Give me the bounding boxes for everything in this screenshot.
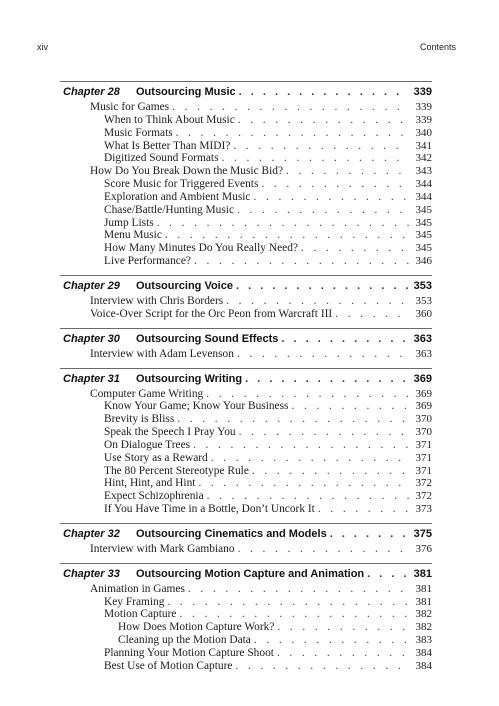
chapter-heading[interactable] (60, 372, 432, 386)
chapter-title: Outsourcing Cinematics and Models (136, 527, 327, 540)
toc-entry[interactable] (60, 608, 432, 621)
dot-leader (198, 477, 409, 490)
toc-entry-title: If You Have Time in a Bottle, Don’t Uncork It (104, 503, 315, 516)
dot-leader (233, 140, 409, 153)
toc-entry-title: Brevity is Bliss (104, 413, 175, 426)
toc-entry[interactable] (60, 178, 432, 191)
toc-entry-page-number: 341 (415, 139, 432, 152)
dot-leader (157, 217, 409, 230)
toc-entry-page-number: 371 (415, 464, 432, 477)
dot-leader (222, 152, 409, 165)
toc-entry-title: Expect Schizophrenia (104, 490, 204, 503)
chapter-heading[interactable] (60, 279, 432, 293)
dot-leader (335, 308, 409, 321)
chapter-page-number: 363 (413, 332, 432, 345)
toc-entry-title: How Many Minutes Do You Really Need? (104, 242, 298, 255)
toc-entry-page-number: 371 (415, 451, 432, 464)
dot-leader (277, 621, 409, 634)
toc-entry-title: Animation in Games (90, 582, 185, 595)
chapter-page-number: 375 (413, 527, 432, 540)
dot-leader (167, 596, 409, 609)
toc-entry-page-number: 346 (415, 255, 432, 268)
toc-entry-title: Computer Game Writing (90, 387, 204, 400)
toc-entry[interactable] (60, 229, 432, 242)
dot-leader (238, 543, 409, 556)
toc-entry[interactable] (60, 242, 432, 255)
toc-entry-page-number: 345 (415, 203, 432, 216)
dot-leader (254, 634, 409, 647)
toc-entry-title: The 80 Percent Stereotype Rule (104, 464, 249, 477)
dot-leader (261, 178, 409, 191)
toc-entry-page-number: 372 (415, 477, 432, 490)
chapter-page-number: 339 (413, 86, 432, 98)
dot-leader (236, 279, 409, 293)
chapter-section (60, 81, 432, 275)
dot-leader (239, 85, 409, 99)
toc-entry-title: Live Performance? (104, 255, 191, 268)
toc-entry[interactable] (60, 400, 432, 413)
toc-entry-title: Digitized Sound Formats (104, 152, 219, 165)
toc-entry[interactable] (60, 165, 432, 178)
chapter-section (60, 328, 432, 368)
toc-entry[interactable] (60, 477, 432, 490)
toc-entry[interactable] (60, 152, 432, 165)
toc-entry[interactable] (60, 426, 432, 439)
page-number: xiv (37, 42, 48, 52)
toc-entry-page-number: 372 (415, 490, 432, 503)
chapter-label: Chapter 31 (63, 372, 120, 385)
toc-entry-page-number: 360 (415, 307, 432, 320)
toc-entry[interactable] (60, 490, 432, 503)
dot-leader (235, 660, 409, 673)
dot-leader (239, 426, 409, 439)
dot-leader (252, 465, 409, 478)
toc-entry-title: Planning Your Motion Capture Shoot (104, 647, 274, 659)
toc-entry-title: Cleaning up the Motion Data (118, 634, 251, 647)
toc-entry[interactable] (60, 140, 432, 153)
toc-entry-page-number: 382 (415, 621, 432, 634)
running-title: Contents (419, 42, 456, 52)
table-of-contents (60, 81, 432, 673)
toc-entry[interactable] (60, 452, 432, 465)
chapter-title: Outsourcing Voice (136, 279, 233, 292)
toc-entry[interactable] (60, 217, 432, 230)
dot-leader (237, 348, 409, 361)
chapter-title: Outsourcing Music (136, 86, 236, 98)
toc-entry[interactable] (60, 660, 432, 673)
toc-entry-title: Hint, Hint, and Hint (104, 477, 196, 490)
dot-leader (177, 413, 409, 426)
toc-entry-title: When to Think About Music (104, 113, 235, 126)
dot-leader (172, 101, 409, 114)
toc-entry-title: Chase/Battle/Hunting Music (104, 203, 235, 216)
toc-entry-page-number: 382 (415, 608, 432, 621)
chapter-page-number: 381 (413, 567, 432, 580)
toc-entry-page-number: 345 (415, 216, 432, 229)
toc-entry[interactable] (60, 255, 432, 268)
dot-leader (253, 191, 409, 204)
toc-entry[interactable] (60, 543, 432, 556)
toc-entry-title: What Is Better Than MIDI? (104, 139, 231, 152)
toc-entry-page-number: 353 (415, 294, 432, 307)
toc-entry[interactable] (60, 348, 432, 361)
chapter-section (60, 275, 432, 328)
toc-entry[interactable] (60, 388, 432, 401)
toc-entry-page-number: 371 (415, 438, 432, 451)
chapter-heading[interactable] (60, 567, 432, 581)
toc-entry-title: Interview with Adam Levenson (90, 347, 234, 360)
toc-entry-title: Motion Capture (104, 608, 177, 621)
chapter-heading[interactable] (60, 85, 432, 99)
chapter-label: Chapter 28 (63, 86, 120, 98)
dot-leader (188, 583, 409, 596)
toc-entry[interactable] (60, 191, 432, 204)
toc-entry[interactable] (60, 114, 432, 127)
toc-entry[interactable] (60, 647, 432, 660)
toc-entry-title: Voice-Over Script for the Orc Peon from Warcraft III (90, 307, 333, 320)
dot-leader (194, 255, 409, 268)
toc-entry-title: Music Formats (104, 126, 173, 139)
dot-leader (238, 114, 409, 127)
toc-entry[interactable] (60, 204, 432, 217)
chapter-heading[interactable] (60, 527, 432, 541)
toc-entry-page-number: 381 (415, 582, 432, 595)
chapter-section (60, 368, 432, 523)
chapter-page-number: 369 (413, 372, 432, 385)
toc-entry-page-number: 381 (415, 595, 432, 608)
dot-leader (193, 439, 409, 452)
toc-entry-page-number: 370 (415, 413, 432, 426)
chapter-section (60, 563, 432, 673)
toc-entry[interactable] (60, 596, 432, 609)
toc-entry[interactable] (60, 101, 432, 114)
toc-entry-title: Jump Lists (104, 216, 154, 229)
toc-entry-page-number: 373 (415, 503, 432, 516)
toc-entry-page-number: 369 (415, 400, 432, 413)
toc-entry[interactable] (60, 634, 432, 647)
toc-entry[interactable] (60, 308, 432, 321)
dot-leader (211, 452, 409, 465)
chapter-page-number: 353 (413, 279, 432, 292)
toc-entry-page-number: 369 (415, 387, 432, 400)
toc-entry-title: Best Use of Motion Capture (104, 659, 233, 672)
dot-leader (207, 490, 409, 503)
toc-entry[interactable] (60, 503, 432, 516)
toc-entry-title: Use Story as a Reward (104, 451, 208, 464)
toc-entry-page-number: 384 (415, 659, 432, 672)
toc-entry-title: Interview with Chris Borders (90, 294, 224, 307)
toc-entry-title: Exploration and Ambient Music (104, 190, 251, 203)
chapter-label: Chapter 33 (63, 567, 120, 580)
toc-entry[interactable] (60, 127, 432, 140)
toc-entry-title: How Do You Break Down the Music Bid? (90, 165, 283, 178)
dot-leader (206, 388, 409, 401)
toc-entry-page-number: 343 (415, 165, 432, 178)
toc-entry-page-number: 384 (415, 647, 432, 659)
toc-entry-page-number: 340 (415, 126, 432, 139)
dot-leader (226, 295, 409, 308)
chapter-section (60, 523, 432, 563)
toc-entry-page-number: 345 (415, 242, 432, 255)
toc-entry-title: Key Framing (104, 595, 165, 608)
dot-leader (330, 527, 409, 541)
toc-entry-title: Music for Games (90, 101, 170, 113)
dot-leader (367, 567, 409, 581)
chapter-label: Chapter 32 (63, 527, 120, 540)
toc-entry-page-number: 339 (415, 113, 432, 126)
toc-entry-page-number: 345 (415, 229, 432, 242)
chapter-heading[interactable] (60, 332, 432, 346)
toc-entry-page-number: 363 (415, 347, 432, 360)
toc-entry-page-number: 383 (415, 634, 432, 647)
dot-leader (277, 647, 409, 660)
chapter-label: Chapter 30 (63, 332, 120, 345)
dot-leader (291, 400, 409, 413)
dot-leader (179, 608, 409, 621)
toc-entry[interactable] (60, 295, 432, 308)
toc-entry-title: Interview with Mark Gambiano (90, 542, 235, 555)
toc-entry-title: Know Your Game; Know Your Business (104, 400, 289, 413)
chapter-title: Outsourcing Writing (136, 372, 243, 385)
page-header (37, 42, 462, 54)
dot-leader (245, 372, 409, 386)
toc-entry-page-number: 342 (415, 152, 432, 165)
toc-entry-title: Score Music for Triggered Events (104, 178, 259, 191)
chapter-title: Outsourcing Motion Capture and Animation (136, 567, 365, 580)
dot-leader (286, 165, 409, 178)
toc-entry-page-number: 376 (415, 542, 432, 555)
toc-entry[interactable] (60, 413, 432, 426)
dot-leader (176, 127, 409, 140)
chapter-title: Outsourcing Sound Effects (136, 332, 279, 345)
dot-leader (318, 503, 409, 516)
toc-entry-page-number: 370 (415, 426, 432, 439)
toc-entry[interactable] (60, 439, 432, 452)
toc-entry-title: How Does Motion Capture Work? (118, 621, 275, 634)
toc-entry-page-number: 344 (415, 190, 432, 203)
toc-entry[interactable] (60, 583, 432, 596)
toc-entry-title: On Dialogue Trees (104, 438, 191, 451)
toc-entry-title: Menu Music (104, 229, 162, 242)
toc-entry-page-number: 339 (415, 101, 432, 113)
toc-entry-title: Speak the Speech I Pray You (104, 426, 236, 439)
toc-entry-page-number: 344 (415, 178, 432, 191)
dot-leader (281, 332, 409, 346)
toc-entry[interactable] (60, 621, 432, 634)
toc-entry[interactable] (60, 465, 432, 478)
chapter-label: Chapter 29 (63, 279, 120, 292)
dot-leader (237, 204, 409, 217)
dot-leader (301, 242, 409, 255)
dot-leader (165, 229, 409, 242)
